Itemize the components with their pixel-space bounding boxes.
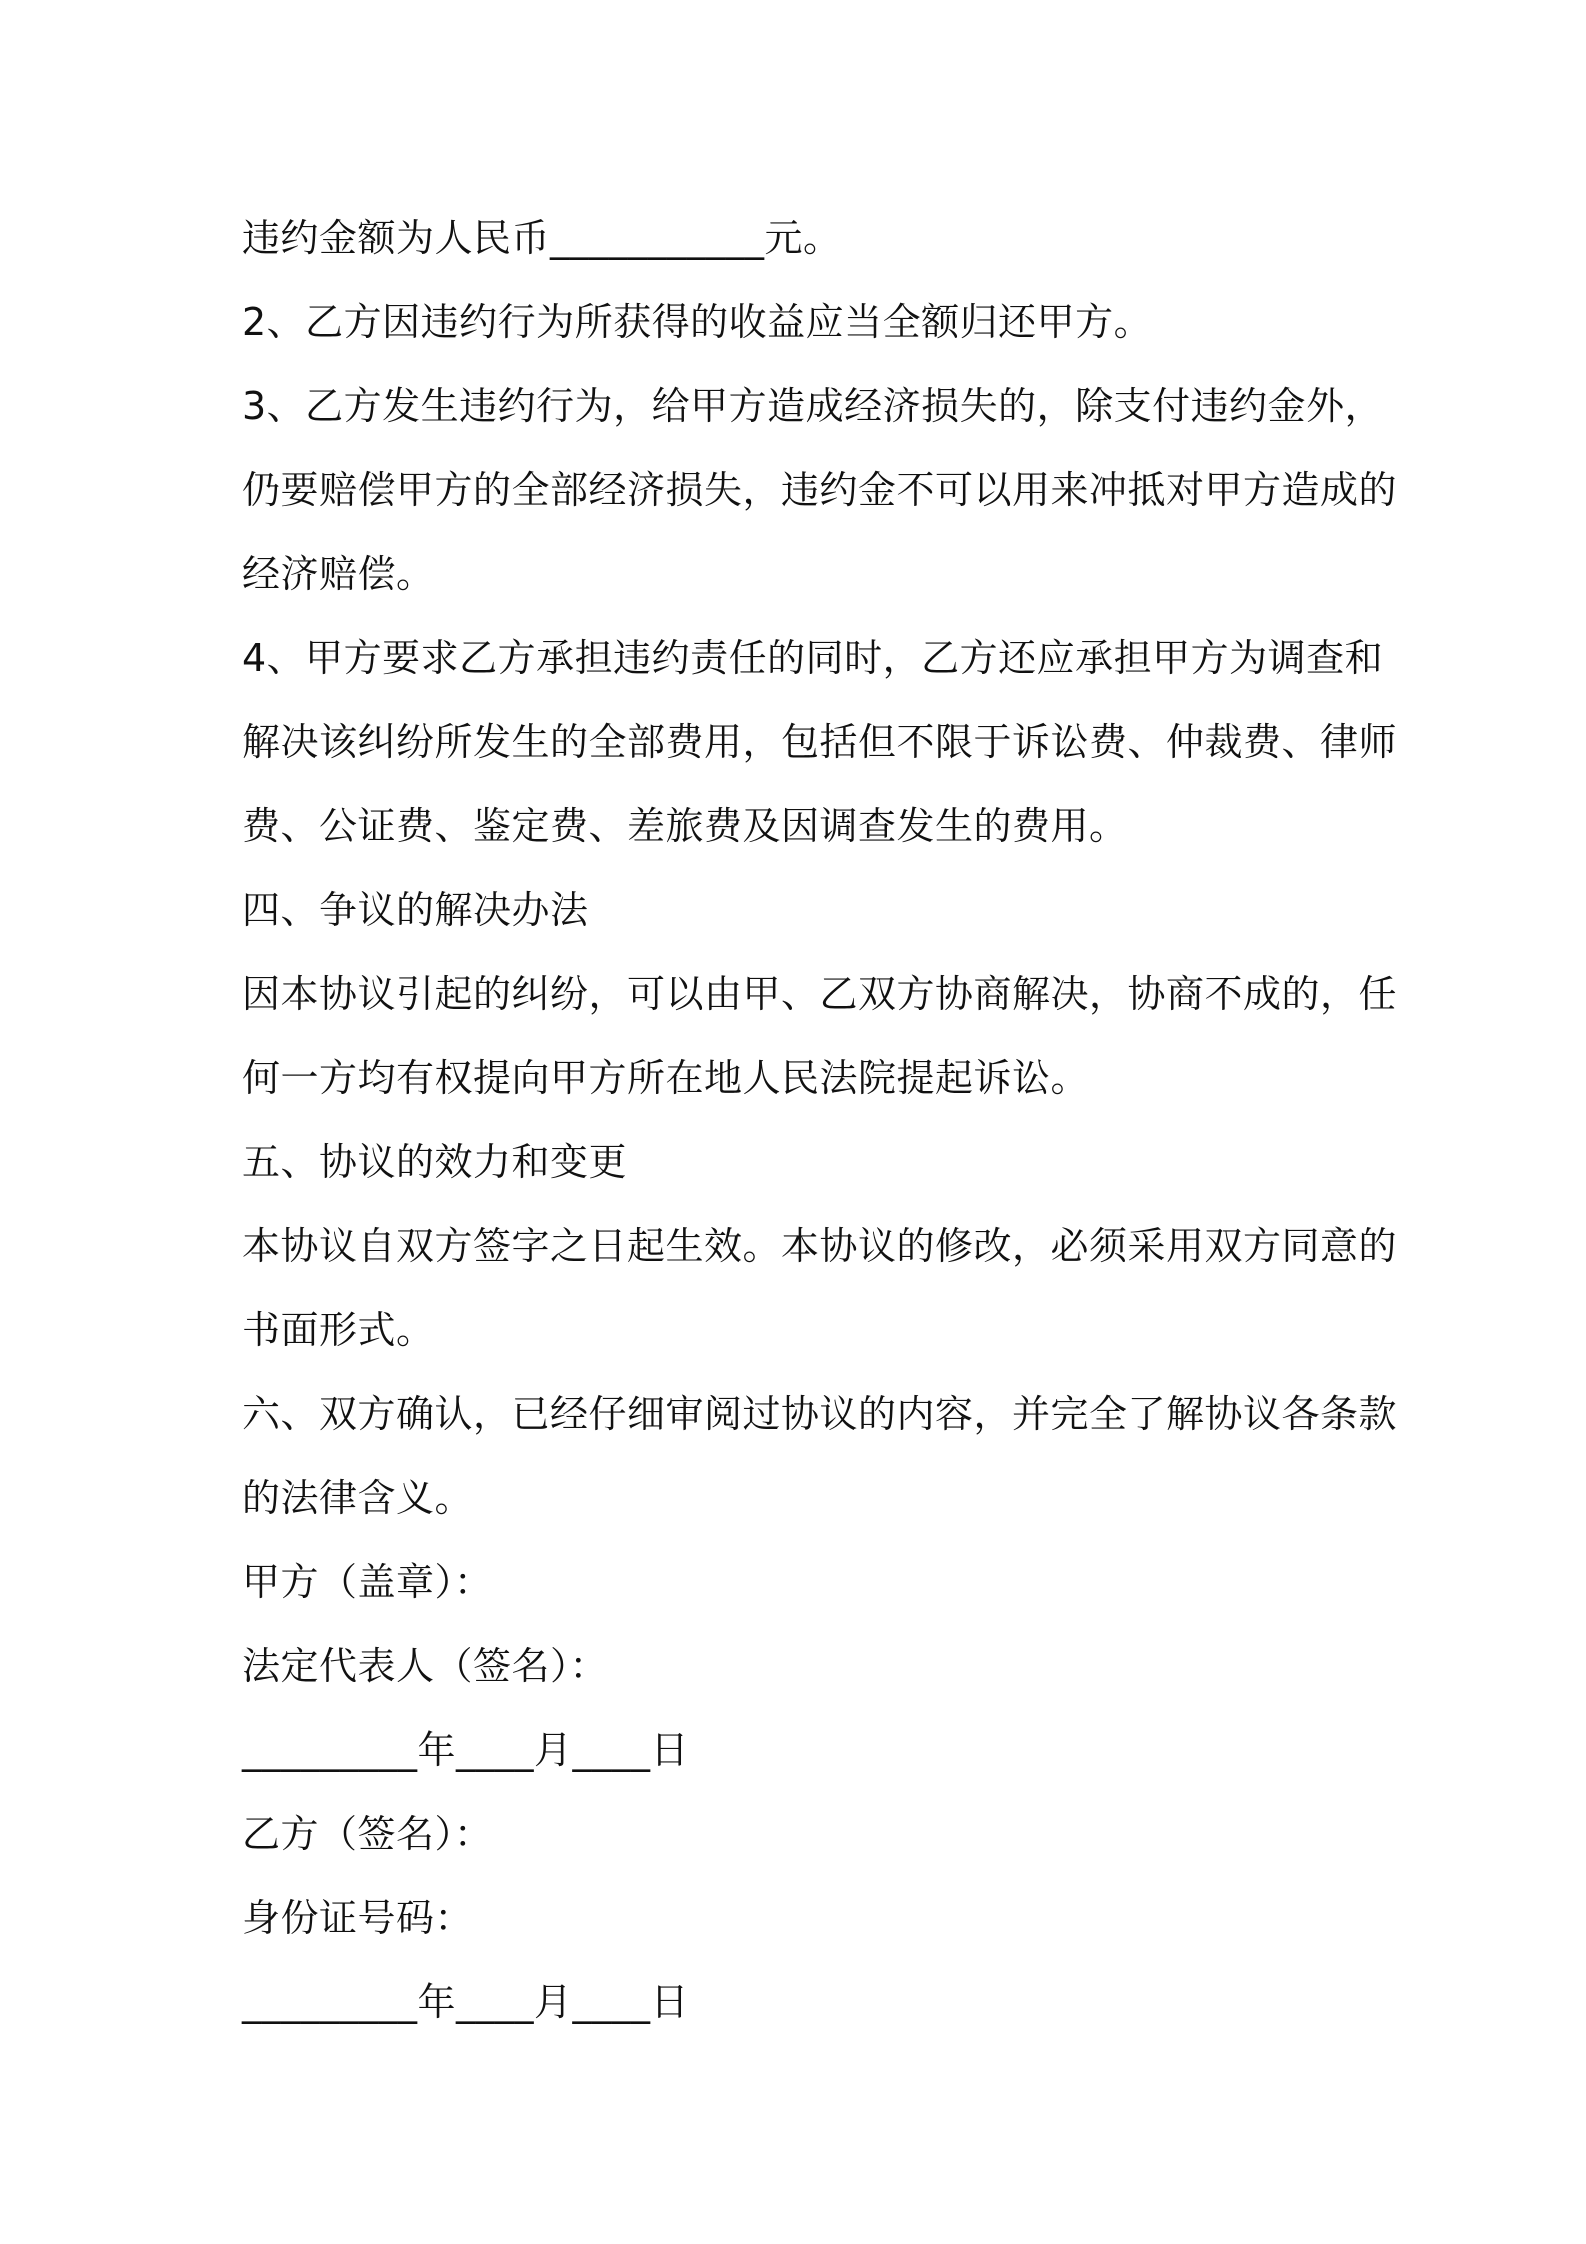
- text-line: 因本协议引起的纠纷，可以由甲、乙双方协商解决，协商不成的，任: [242, 972, 1398, 1016]
- text-line: 费、公证费、鉴定费、差旅费及因调查发生的费用。: [242, 804, 1128, 848]
- legal-representative-label: 法定代表人（签名）：: [242, 1644, 609, 1688]
- text-line: 4、甲方要求乙方承担违约责任的同时，乙方还应承担甲方为调查和: [242, 636, 1384, 680]
- text-line: 经济赔偿。: [242, 552, 435, 596]
- date-line: _________年____月____日: [242, 1980, 690, 2024]
- text-line: 2、乙方因违约行为所获得的收益应当全额归还甲方。: [242, 300, 1153, 344]
- document-body: [242, 196, 1398, 2044]
- section-heading: 五、协议的效力和变更: [242, 1140, 628, 1184]
- party-b-signature-label: 乙方（签名）：: [242, 1812, 493, 1856]
- text-line: 解决该纠纷所发生的全部费用，包括但不限于诉讼费、仲裁费、律师: [242, 720, 1398, 764]
- section-heading: 四、争议的解决办法: [242, 888, 589, 932]
- date-line: _________年____月____日: [242, 1728, 690, 1772]
- text-line: 本协议自双方签字之日起生效。本协议的修改，必须采用双方同意的: [242, 1224, 1398, 1268]
- text-line: 仍要赔偿甲方的全部经济损失，违约金不可以用来冲抵对甲方造成的: [242, 468, 1398, 512]
- text-line: 3、乙方发生违约行为，给甲方造成经济损失的，除支付违约金外，: [242, 384, 1384, 428]
- text-line: 何一方均有权提向甲方所在地人民法院提起诉讼。: [242, 1056, 1090, 1100]
- id-number-label: 身份证号码：: [242, 1896, 474, 1940]
- text-line: 六、双方确认，已经仔细审阅过协议的内容，并完全了解协议各条款: [242, 1392, 1398, 1436]
- text-line: 书面形式。: [242, 1308, 435, 1352]
- text-line: 的法律含义。: [242, 1476, 474, 1520]
- party-a-seal-label: 甲方（盖章）：: [242, 1560, 493, 1604]
- text-line: 违约金额为人民币___________元。: [242, 216, 842, 260]
